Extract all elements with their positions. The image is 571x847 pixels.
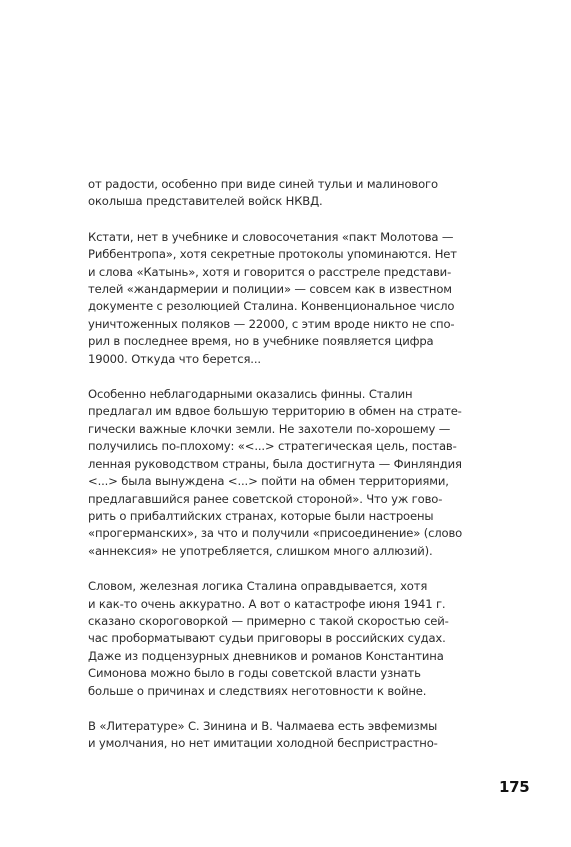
text-line: Симонова можно было в годы советской власти узнать (88, 666, 421, 681)
text-line: и как-то очень аккуратно. А вот о катастрофе июня 1941 г. (88, 596, 446, 611)
text-line: предлагал им вдвое большую территорию в обмен на страте- (88, 404, 462, 419)
text-line: документе с резолюцией Сталина. Конвенциональное число (88, 299, 455, 314)
text-line: Риббентропа», хотя секретные протоколы упоминаются. Нет (88, 247, 457, 262)
paragraph-1 (88, 176, 488, 211)
text-line: Особенно неблагодарными оказались финны. Сталин (88, 387, 413, 402)
text-line: больше о причинах и следствиях неготовности к войне. (88, 683, 427, 698)
text-line: сказано скороговоркой — примерно с такой скоростью сей- (88, 613, 449, 628)
text-line: гически важные клочки земли. Не захотели по-хорошему — (88, 421, 451, 436)
text-line: получились по-плохому: «<...> стратегическая цель, постав- (88, 439, 457, 454)
paragraph-5 (88, 718, 488, 753)
text-line: от радости, особенно при виде синей тульи и малинового (88, 177, 438, 191)
text-line: уничтоженных поляков — 22000, с этим вроде никто не спо- (88, 316, 455, 331)
text-line: Словом, железная логика Сталина оправдывается, хотя (88, 579, 428, 594)
text-line: <...> была вынуждена <...> пойти на обмен территориями, (88, 474, 449, 489)
body-text (88, 176, 488, 771)
text-line: ленная руководством страны, была достигнута — Финляндия (88, 456, 462, 471)
page-number: 175 (499, 778, 530, 796)
paragraph-2 (88, 229, 488, 368)
text-line: предлагавшийся ранее советской стороной». Что уж гово- (88, 491, 443, 506)
paragraph-4 (88, 578, 488, 700)
text-line: околыша представителей войск НКВД. (88, 194, 323, 209)
text-line: «прогерманских», за что и получили «присоединение» (слово (88, 526, 463, 541)
text-line: и умолчания, но нет имитации холодной беспристрастно- (88, 736, 438, 751)
text-line: телей «жандармерии и полиции» — совсем как в известном (88, 282, 452, 297)
text-line: рить о прибалтийских странах, которые были настроены (88, 508, 434, 523)
text-line: и слова «Катынь», хотя и говорится о расстреле представи- (88, 264, 452, 279)
text-line: час проборматывают судьи приговоры в российских судах. (88, 631, 446, 646)
text-line: В «Литературе» С. Зинина и В. Чалмаева есть эвфемизмы (88, 718, 438, 733)
text-line: рил в последнее время, но в учебнике появляется цифра (88, 334, 434, 349)
text-line: «аннексия» не употребляется, слишком много аллюзий). (88, 543, 433, 558)
paragraph-3 (88, 386, 488, 560)
text-line: 19000. Откуда что берется... (88, 351, 261, 366)
text-line: Даже из подцензурных дневников и романов Константина (88, 648, 444, 663)
text-line: Кстати, нет в учебнике и словосочетания «пакт Молотова — (88, 229, 454, 244)
